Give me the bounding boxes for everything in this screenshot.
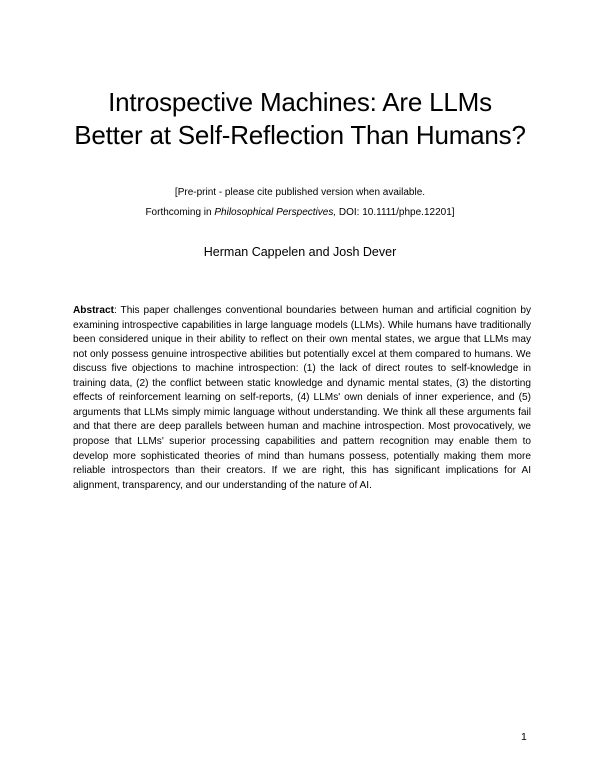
journal-name: Philosophical Perspectives, bbox=[214, 207, 337, 218]
authors: Herman Cappelen and Josh Dever bbox=[203, 245, 397, 259]
preprint-note bbox=[40, 183, 560, 223]
page-number: 1 bbox=[521, 731, 527, 743]
title-line-2: Better at Self-Reflection Than Humans? bbox=[74, 120, 526, 150]
preprint-note-line-1: [Pre-print - please cite published version when available. bbox=[174, 187, 426, 198]
forthcoming-prefix: Forthcoming in bbox=[145, 207, 215, 218]
doi-text: DOI: 10.1111/phpe.12201] bbox=[336, 207, 455, 218]
preprint-note-line-2 bbox=[40, 203, 560, 223]
abstract-label: Abstract bbox=[73, 305, 114, 317]
paper-title bbox=[40, 86, 560, 152]
abstract bbox=[73, 304, 531, 493]
title-line-1: Introspective Machines: Are LLMs bbox=[108, 87, 492, 117]
abstract-text: : This paper challenges conventional boundaries between human and artificial cognition by examining introspective capabilities in large language models (LLMs). While humans have traditionally been considered unique in their ability to reflect on their own mental states, we argue that LLMs may not only possess genuine introspective abilities but potentially excel at them compared to humans. We discuss five objections to machine introspection: (1) the lack of direct routes to self-knowledge in training data, (2) the conflict between static knowledge and dynamic mental states, (3) the distorting effects of reinforcement learning on self-reports, (4) LLMs' own denials of inner experience, and (5) arguments that LLMs simply mimic language without understanding. We think all these arguments fail and that there are deep parallels between human and machine introspection. Most provocatively, we propose that LLMs' superior processing capabilities and pattern recognition may enable them to develop more sophisticated theories of mind than humans possess, potentially making them more reliable introspectors than their creators. If we are right, this has significant implications for AI alignment, transparency, and our understanding of the nature of AI. bbox=[73, 305, 531, 491]
